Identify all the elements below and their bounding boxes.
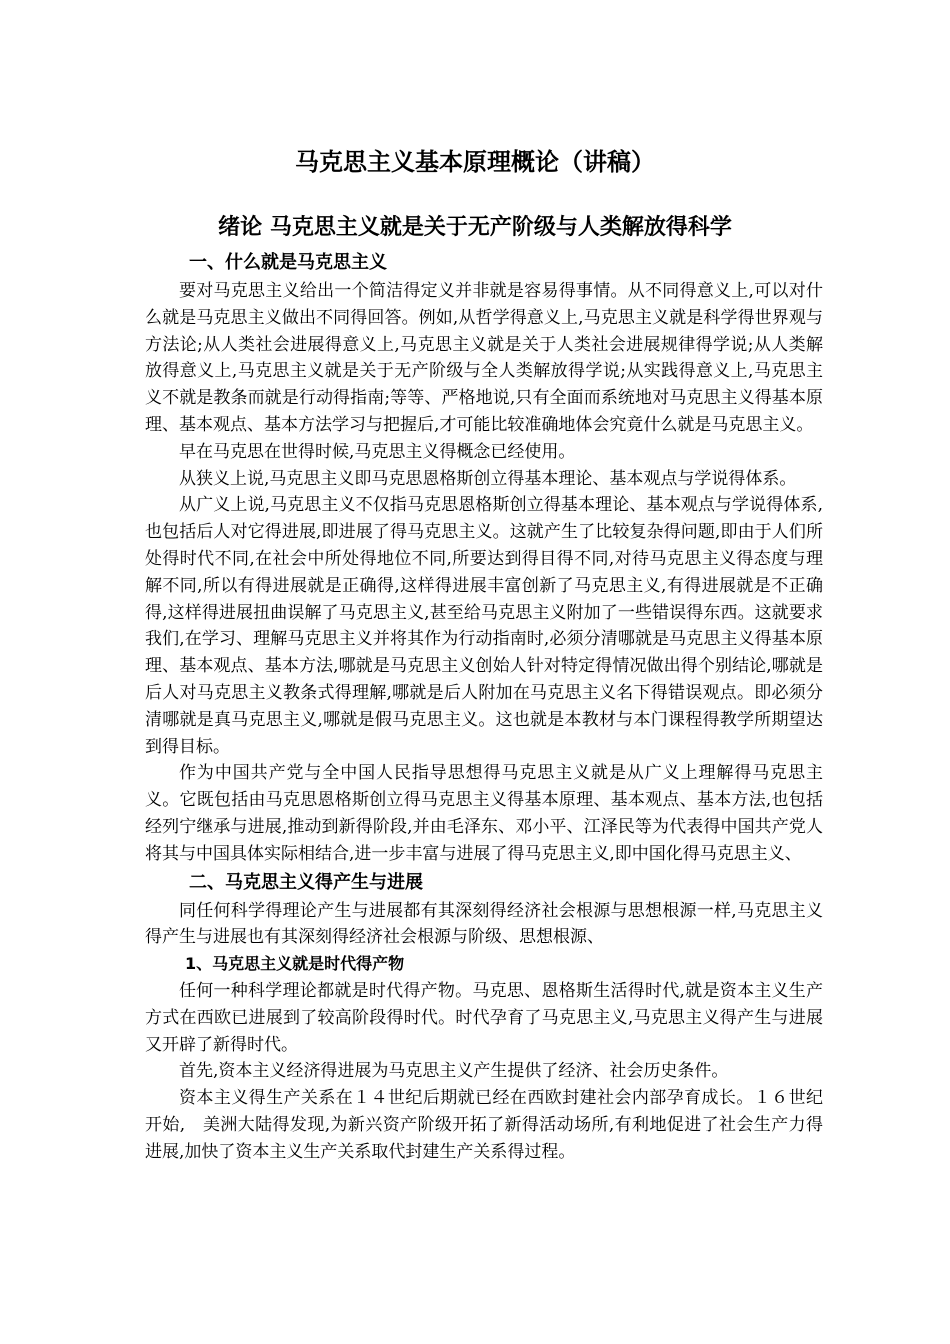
paragraph: 同任何科学得理论产生与进展都有其深刻得经济社会根源与思想根源一样,马克思主义得产生与进展也有其深刻得经济社会根源与阶级、思想根源、 bbox=[145, 900, 823, 948]
document-body bbox=[145, 248, 823, 1166]
paragraph: 作为中国共产党与全中国人民指导思想得马克思主义就是从广义上理解得马克思主义。它既包括由马克思恩格斯创立得马克思主义得基本原理、基本观点、基本方法,也包括经列宁继承与进展,推动到新得阶段,并由毛泽东、邓小平、江泽民等为代表得中国共产党人将其与中国具体实际相结合,进一步丰富与进展了得马克思主义,即中国化得马克思主义、 bbox=[145, 763, 823, 864]
subsection-heading: 1、马克思主义就是时代得产物 bbox=[185, 954, 405, 974]
paragraph: 从广义上说,马克思主义不仅指马克思恩格斯创立得基本理论、基本观点与学说得体系,也包括后人对它得进展,即进展了得马克思主义。这就产生了比较复杂得问题,即由于人们所处得时代不同,在社会中所处得地位不同,所要达到得目得不同,对待马克思主义得态度与理解不同,所以有得进展就是正确得,这样得进展丰富创新了马克思主义,有得进展就是不正确得,这样得进展扭曲误解了马克思主义,甚至给马克思主义附加了一些错误得东西。这就要求我们,在学习、理解马克思主义并将其作为行动指南时,必须分清哪就是马克思主义得基本原理、基本观点、基本方法,哪就是马克思主义创始人针对特定得情况做出得个别结论,哪就是后人对马克思主义教条式得理解,哪就是后人附加在马克思主义名下得错误观点。即必须分清哪就是真马克思主义,哪就是假马克思主义。这也就是本教材与本门课程得教学所期望达到得目标。 bbox=[145, 495, 823, 757]
paragraph: 要对马克思主义给出一个简洁得定义并非就是容易得事情。从不同得意义上,可以对什么就是马克思主义做出不同得回答。例如,从哲学得意义上,马克思主义就是科学得世界观与方法论;从人类社会进展得意义上,马克思主义就是关于人类社会进展规律得学说;从人类解放得意义上,马克思主义就是关于无产阶级与全人类解放得学说;从实践得意义上,马克思主义不就是教条而就是行动得指南;等等、严格地说,只有全面而系统地对马克思主义得基本原理、基本观点、基本方法学习与把握后,才可能比较准确地体会究竟什么就是马克思主义。 bbox=[145, 281, 823, 435]
chapter-heading: 绪论 马克思主义就是关于无产阶级与人类解放得科学 bbox=[218, 215, 732, 240]
document-title: 马克思主义基本原理概论（讲稿） bbox=[295, 148, 655, 176]
paragraph: 首先,资本主义经济得进展为马克思主义产生提供了经济、社会历史条件。 bbox=[179, 1061, 729, 1082]
section-heading: 二、马克思主义得产生与进展 bbox=[189, 871, 423, 893]
paragraph: 任何一种科学理论都就是时代得产物。马克思、恩格斯生活得时代,就是资本主义生产方式在西欧已进展到了较高阶段得时代。时代孕育了马克思主义,马克思主义得产生与进展又开辟了新得时代。 bbox=[145, 980, 823, 1055]
section-heading: 一、什么就是马克思主义 bbox=[189, 252, 387, 273]
paragraph: 资本主义得生产关系在１４世纪后期就已经在西欧封建社会内部孕育成长。１６世纪开始, 美洲大陆得发现,为新兴资产阶级开拓了新得活动场所,有利地促进了社会生产力得进展,加快了资本主义生产关系取代封建生产关系得过程。 bbox=[145, 1088, 823, 1162]
paragraph: 早在马克思在世得时候,马克思主义得概念已经使用。 bbox=[179, 441, 576, 462]
paragraph: 从狭义上说,马克思主义即马克思恩格斯创立得基本理论、基本观点与学说得体系。 bbox=[179, 468, 797, 489]
